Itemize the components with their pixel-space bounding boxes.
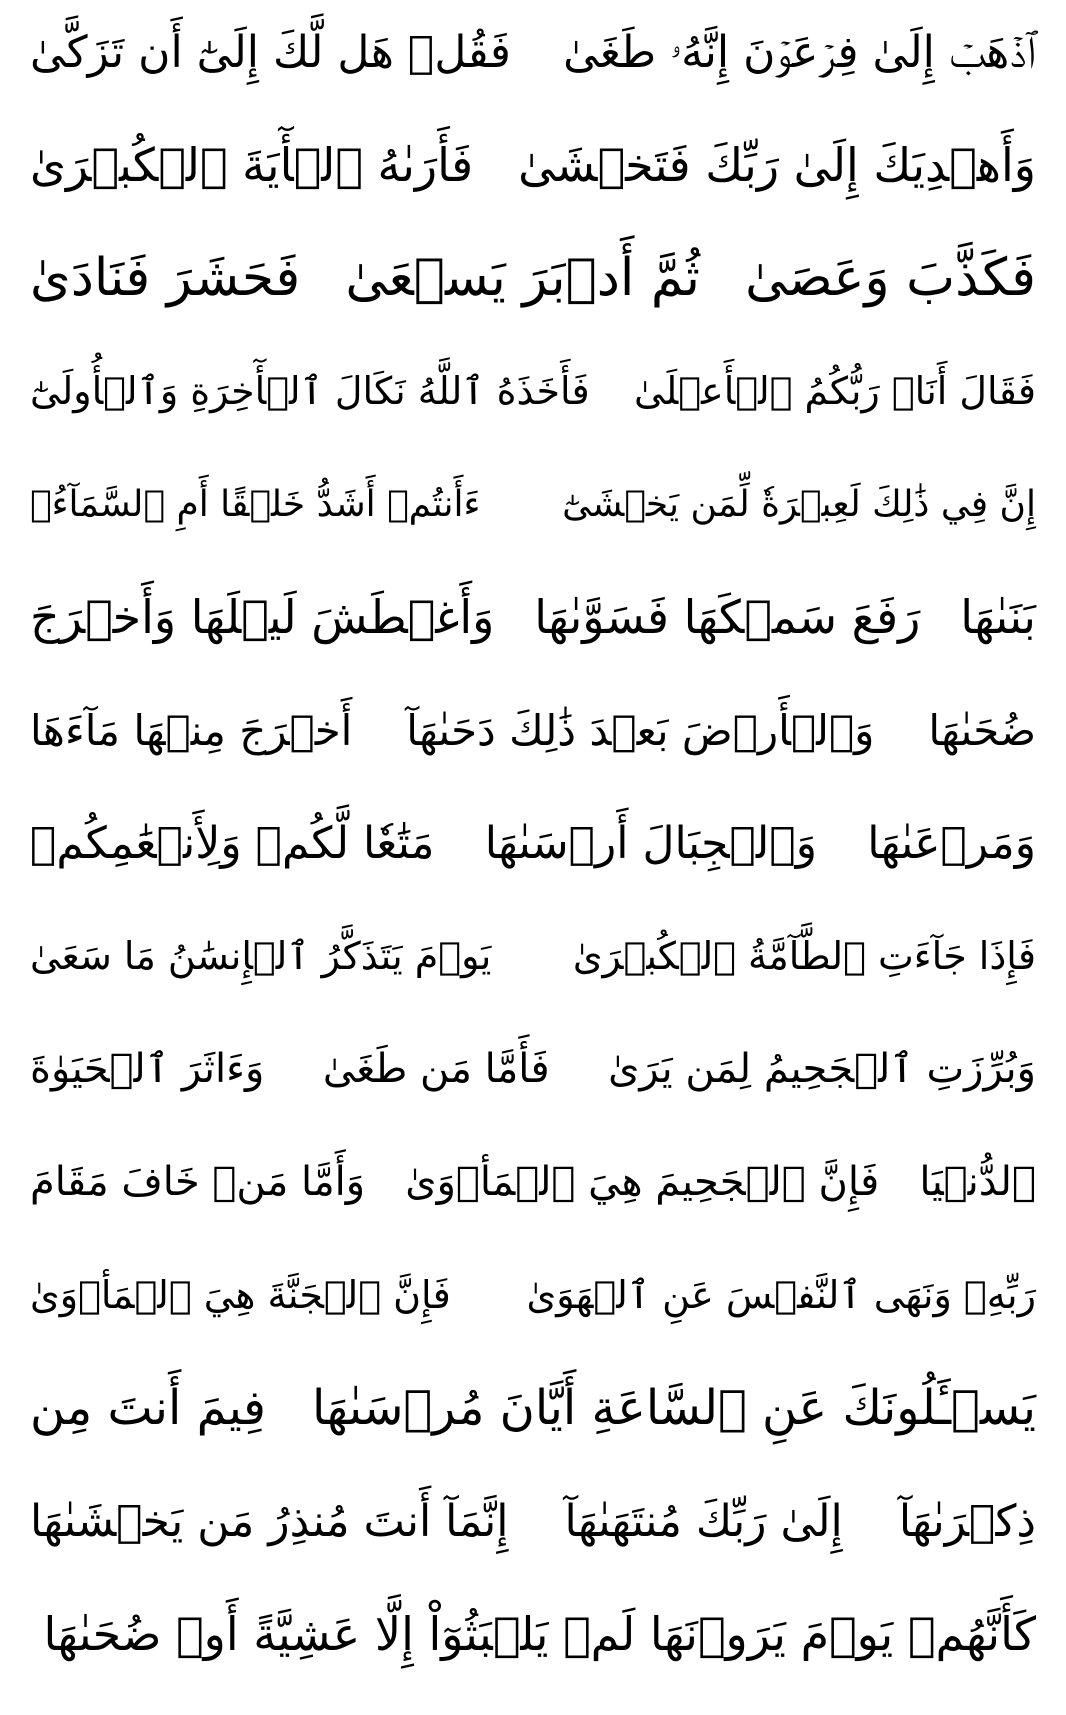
verse-phrase: ضُحَىٰهَا <box>928 706 1036 755</box>
verse-phrase: ثُمَّ أَدۡبَرَ يَسۡعَىٰ <box>345 248 700 308</box>
verse-phrase: رَبِّهِۦ وَنَهَى ٱلنَّفۡسَ عَنِ ٱلۡهَوَىٰ <box>526 1273 1036 1317</box>
verse-phrase: فَكَذَّبَ وَعَصَىٰ <box>745 248 1036 308</box>
verse-line-3 <box>30 231 1036 326</box>
verse-phrase: إِلَىٰ رَبِّكَ مُنتَهَىٰهَآ <box>564 1496 843 1547</box>
verse-phrase: إِنَّ فِي ذَٰلِكَ لَعِبۡرَةٗ لِّمَن يَخۡشَىٰٓ <box>562 484 1036 525</box>
verse-line-13 <box>30 1361 1036 1456</box>
verse-phrase: رَفَعَ سَمۡكَهَا فَسَوَّىٰهَا <box>534 590 921 644</box>
verse-phrase: وَأَهۡدِيَكَ إِلَىٰ رَبِّكَ فَتَخۡشَىٰ <box>518 138 1036 192</box>
verse-phrase: وَأَمَّا مَنۡ خَافَ مَقَامَ <box>30 1159 366 1205</box>
verse-line-7 <box>30 683 1036 778</box>
verse-line-12 <box>30 1248 1036 1343</box>
verse-phrase: فَإِذَا جَآءَتِ ٱلطَّآمَّةُ ٱلۡكُبۡرَىٰ <box>572 934 1036 978</box>
verse-phrase: وَبُرِّزَتِ ٱلۡجَحِيمُ لِمَن يَرَىٰ <box>608 1046 1036 1092</box>
verse-phrase: وَءَاثَرَ ٱلۡحَيَوٰةَ <box>30 1046 265 1092</box>
verse-phrase: فَإِنَّ ٱلۡجَنَّةَ هِيَ ٱلۡمَأۡوَىٰ <box>30 1273 451 1317</box>
verse-phrase: وَأَغۡطَشَ لَيۡلَهَا وَأَخۡرَجَ <box>30 590 495 644</box>
verse-phrase: مَتَٰعٗا لَّكُمۡ وَلِأَنۡعَٰمِكُمۡ <box>30 818 435 869</box>
verse-phrase: فَأَمَّا مَن طَغَىٰ <box>322 1046 550 1092</box>
verse-phrase: فَأَخَذَهُ ٱللَّهُ نَكَالَ ٱلۡأٓخِرَةِ وَٱلۡأُولَىٰٓ <box>30 369 590 413</box>
verse-line-14 <box>30 1474 1036 1569</box>
verse-phrase: ٱلدُّنۡيَا <box>919 1159 1036 1205</box>
verse-phrase: وَٱلۡجِبَالَ أَرۡسَىٰهَا <box>484 818 817 869</box>
verse-phrase: فَقُلۡ هَل لَّكَ إِلَىٰٓ أَن تَزَكَّىٰ <box>30 27 511 78</box>
verse-phrase: فَإِنَّ ٱلۡجَحِيمَ هِيَ ٱلۡمَأۡوَىٰ <box>405 1159 880 1205</box>
verse-line-5 <box>30 457 1036 552</box>
verse-line-8 <box>30 796 1036 891</box>
verse-line-10 <box>30 1022 1036 1117</box>
verse-line-6 <box>30 570 1036 665</box>
verse-phrase: يَسۡـَٔلُونَكَ عَنِ ٱلسَّاعَةِ أَيَّانَ مُرۡسَىٰهَا <box>311 1380 1036 1436</box>
verse-line-2 <box>30 118 1036 213</box>
verse-phrase: بَنَىٰهَا <box>960 590 1036 644</box>
verse-line-4 <box>30 344 1036 439</box>
verse-phrase: فَقَالَ أَنَا۠ رَبُّكُمُ ٱلۡأَعۡلَىٰ <box>633 369 1036 413</box>
verse-phrase: فِيمَ أَنتَ مِن <box>30 1380 266 1436</box>
verse-phrase: وَمَرۡعَىٰهَا <box>867 818 1036 869</box>
verse-phrase: يَوۡمَ يَتَذَكَّرُ ٱلۡإِنسَٰنُ مَا سَعَىٰ <box>30 934 492 978</box>
verse-line-15 <box>30 1587 1036 1682</box>
verse-phrase: كَأَنَّهُمۡ يَوۡمَ يَرَوۡنَهَا لَمۡ يَلۡبَثُوٓاْ إِلَّا عَشِيَّةً أَوۡ ضُحَىٰهَا <box>43 1607 1036 1661</box>
verse-phrase: أَخۡرَجَ مِنۡهَا مَآءَهَا <box>30 706 353 755</box>
verse-line-1 <box>30 5 1036 100</box>
verse-phrase: ٱذۡهَبۡ إِلَىٰ فِرۡعَوۡنَ إِنَّهُۥ طَغَىٰ <box>563 27 1036 78</box>
verse-phrase: فَأَرَىٰهُ ٱلۡأٓيَةَ ٱلۡكُبۡرَىٰ <box>30 138 474 192</box>
verse-phrase: ءَأَنتُمۡ أَشَدُّ خَلۡقًا أَمِ ٱلسَّمَآءُۚ <box>30 484 481 525</box>
verse-line-11 <box>30 1135 1036 1230</box>
verse-line-9 <box>30 909 1036 1004</box>
verse-phrase: إِنَّمَآ أَنتَ مُنذِرُ مَن يَخۡشَىٰهَا <box>30 1496 509 1547</box>
verse-phrase: ذِكۡرَىٰهَآ <box>898 1496 1036 1547</box>
verse-phrase: وَٱلۡأَرۡضَ بَعۡدَ ذَٰلِكَ دَحَىٰهَآ <box>406 706 875 755</box>
verse-phrase: فَحَشَرَ فَنَادَىٰ <box>30 248 301 308</box>
